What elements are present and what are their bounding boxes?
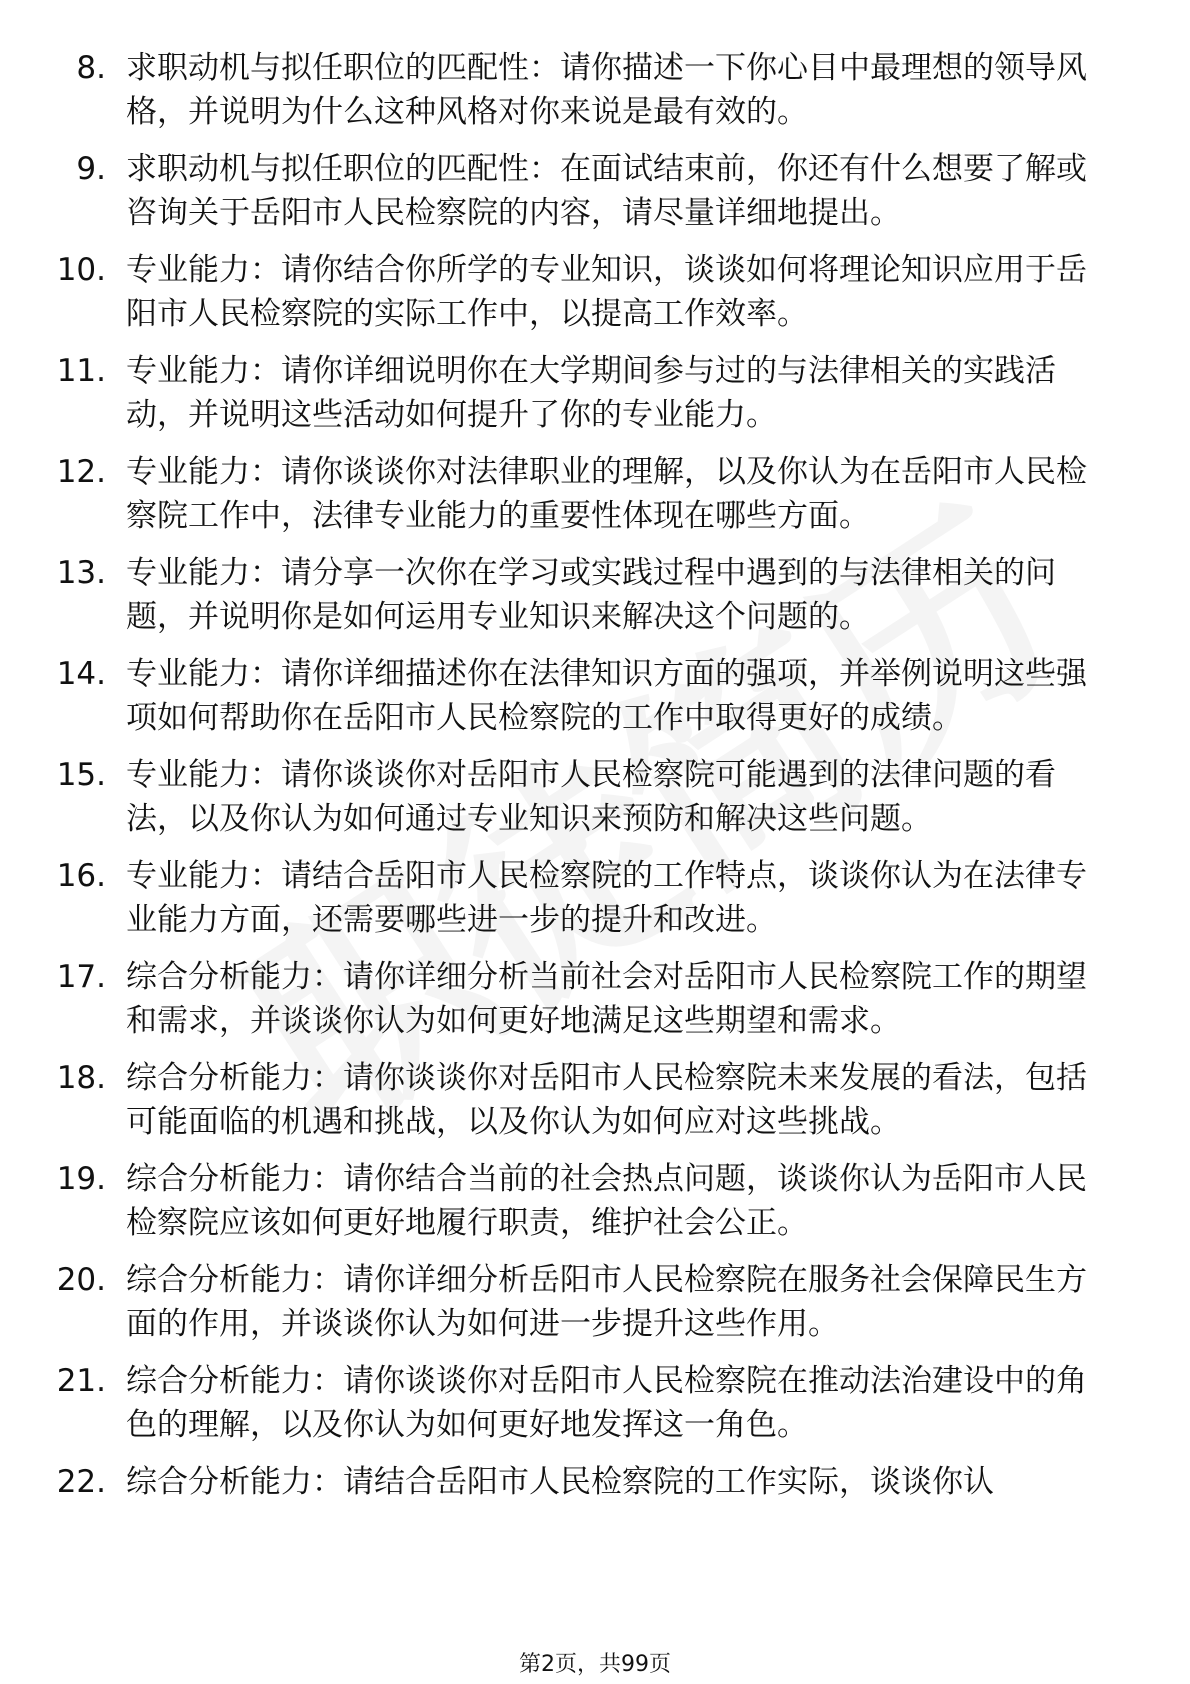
question-text: 专业能力：请你详细说明你在大学期间参与过的与法律相关的实践活动，并说明这些活动如何提升了你的专业能力。 <box>126 353 1056 433</box>
question-number: 13. <box>56 555 106 591</box>
question-text: 专业能力：请你谈谈你对法律职业的理解，以及你认为在岳阳市人民检察院工作中，法律专业能力的重要性体现在哪些方面。 <box>126 454 1087 534</box>
question-number: 15. <box>56 757 106 793</box>
question-number: 17. <box>56 959 106 995</box>
question-text: 专业能力：请你结合你所学的专业知识，谈谈如何将理论知识应用于岳阳市人民检察院的实际工作中，以提高工作效率。 <box>126 252 1087 332</box>
question-text: 求职动机与拟任职位的匹配性：请你描述一下你心目中最理想的领导风格，并说明为什么这种风格对你来说是最有效的。 <box>126 50 1087 130</box>
question-item <box>0 1258 1190 1346</box>
question-number: 10. <box>56 252 106 288</box>
question-number: 14. <box>56 656 106 692</box>
question-item <box>0 147 1190 235</box>
question-text: 综合分析能力：请你谈谈你对岳阳市人民检察院在推动法治建设中的角色的理解，以及你认为如何更好地发挥这一角色。 <box>126 1363 1087 1443</box>
question-text: 专业能力：请你详细描述你在法律知识方面的强项，并举例说明这些强项如何帮助你在岳阳市人民检察院的工作中取得更好的成绩。 <box>126 656 1087 736</box>
question-item <box>0 1359 1190 1447</box>
question-item <box>0 652 1190 740</box>
question-item <box>0 854 1190 942</box>
question-text: 综合分析能力：请你谈谈你对岳阳市人民检察院未来发展的看法，包括可能面临的机遇和挑战，以及你认为如何应对这些挑战。 <box>126 1060 1087 1140</box>
question-number: 16. <box>56 858 106 894</box>
question-item <box>0 1460 1190 1548</box>
question-text: 求职动机与拟任职位的匹配性：在面试结束前，你还有什么想要了解或咨询关于岳阳市人民检察院的内容，请尽量详细地提出。 <box>126 151 1087 231</box>
question-item <box>0 551 1190 639</box>
question-item <box>0 1056 1190 1144</box>
page-footer <box>0 1651 1190 1679</box>
question-text: 综合分析能力：请你详细分析岳阳市人民检察院在服务社会保障民生方面的作用，并谈谈你认为如何进一步提升这些作用。 <box>126 1262 1087 1342</box>
page-number-label: 第2页，共99页 <box>519 1652 671 1677</box>
question-number: 9. <box>76 151 106 187</box>
question-number: 21. <box>56 1363 106 1399</box>
question-number: 20. <box>56 1262 106 1298</box>
question-text: 专业能力：请结合岳阳市人民检察院的工作特点，谈谈你认为在法律专业能力方面，还需要哪些进一步的提升和改进。 <box>126 858 1087 938</box>
question-item <box>0 46 1190 134</box>
question-text: 综合分析能力：请你结合当前的社会热点问题，谈谈你认为岳阳市人民检察院应该如何更好地履行职责，维护社会公正。 <box>126 1161 1087 1241</box>
question-item <box>0 753 1190 841</box>
question-number: 11. <box>56 353 106 389</box>
question-number: 22. <box>56 1464 106 1500</box>
question-item <box>0 955 1190 1043</box>
question-number: 19. <box>56 1161 106 1197</box>
question-item <box>0 450 1190 538</box>
question-item <box>0 1157 1190 1245</box>
question-text: 专业能力：请你谈谈你对岳阳市人民检察院可能遇到的法律问题的看法，以及你认为如何通过专业知识来预防和解决这些问题。 <box>126 757 1056 837</box>
question-item <box>0 349 1190 437</box>
question-text: 综合分析能力：请你详细分析当前社会对岳阳市人民检察院工作的期望和需求，并谈谈你认为如何更好地满足这些期望和需求。 <box>126 959 1087 1039</box>
question-number: 18. <box>56 1060 106 1096</box>
question-number: 8. <box>76 50 106 86</box>
question-text: 综合分析能力：请结合岳阳市人民检察院的工作实际，谈谈你认 <box>126 1464 994 1500</box>
question-number: 12. <box>56 454 106 490</box>
question-item <box>0 248 1190 336</box>
question-text: 专业能力：请分享一次你在学习或实践过程中遇到的与法律相关的问题，并说明你是如何运用专业知识来解决这个问题的。 <box>126 555 1056 635</box>
question-list <box>0 46 1190 1561</box>
